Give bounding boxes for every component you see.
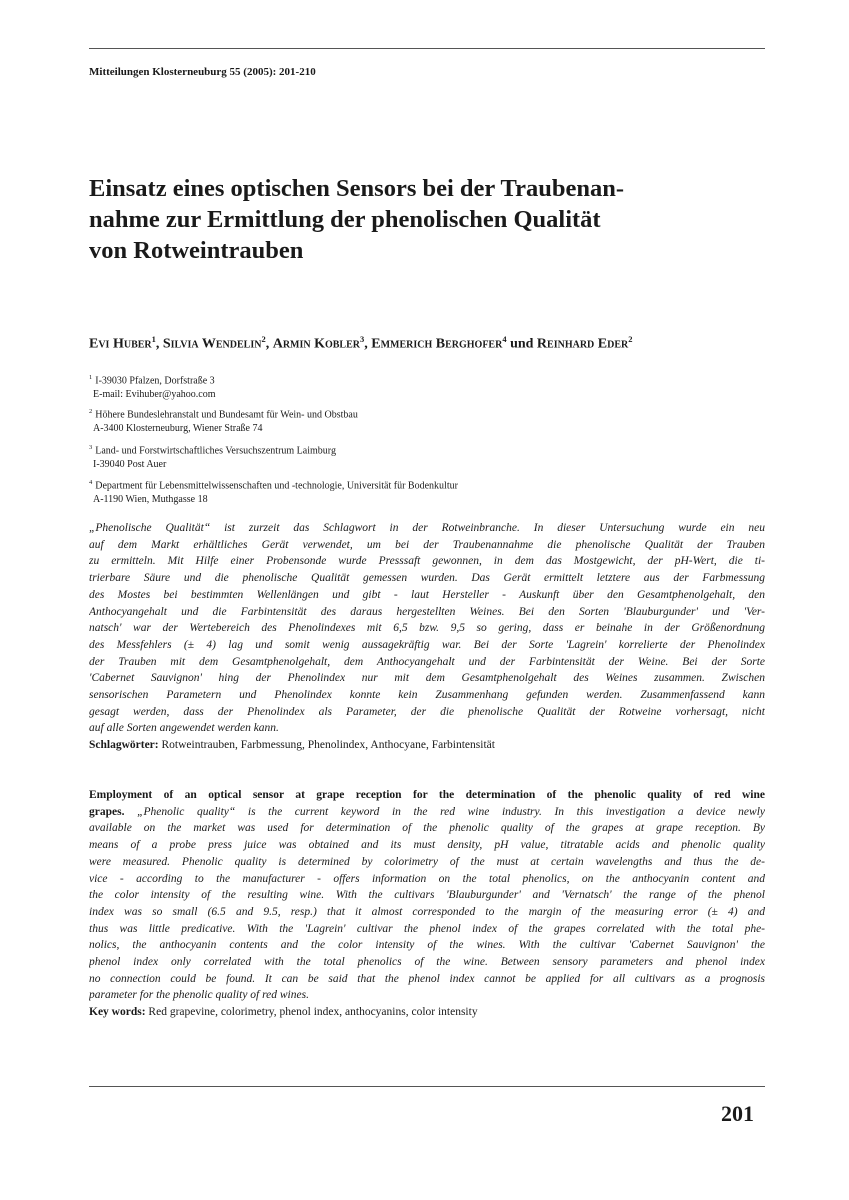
keywords-label: Schlagwörter: [89,739,159,752]
title-line: nahme zur Ermittlung der phenolischen Qualität [89,206,601,233]
affiliation-line: I-39030 Pfalzen, Dorfstraße 3 [95,375,215,387]
affiliation [89,405,358,436]
abstract-line: index was so small (6.5 and 9.5, resp.) that it almost corresponded to the margin of the measuring error (± 4) and [89,905,765,918]
affiliation-number: 3 [89,444,93,451]
abstract-line: the color intensity of the resulting wine. With the cultivars 'Blauburgunder' and 'Vernatsch' the range of the phenol [89,889,765,902]
affiliation-line: E-mail: Evihuber@yahoo.com [93,389,216,401]
abstract-line: phenol index only correlated with the total phenolics of the wine. Between sensory parameters and phenol index [89,956,765,969]
affiliation [89,371,216,402]
abstract-line: means of a probe press juice was obtained and its must density, pH value, titratable acids and phenolic quality [89,839,765,852]
abstract-line: gesagt werden, dass der Phenolindex als Parameter, der die phenolische Qualität der Rotweine vorhersagt, nicht [89,705,765,718]
abstract-line: thus was little predicative. With the 'Lagrein' cultivar the phenol index of the grapes correlated with the total phe- [89,922,765,935]
keywords-text: Rotweintrauben, Farbmessung, Phenolindex, Anthocyane, Farbintensität [161,739,495,752]
abstract-line: zu ermitteln. Mit Hilfe einer Probensonde wurde Presssaft gewonnen, in dem das Mostgewicht, der pH-Wert, die ti- [89,555,765,568]
top-rule [89,48,765,49]
abstract-line: Anthocyangehalt und die Farbintensität des daraus hergestellten Weines. Bei den Sorten 'Blauburgunder' und 'Ver- [89,605,765,618]
abstract-line: des Mostes bei bestimmten Wellenlängen und gibt - laut Hersteller - Auskunft über den Gesamtphenolgehalt, den [89,588,765,601]
article-title [89,173,779,266]
abstract-line: natsch' war der Wertebereich des Phenolindexes mit 6,5 bzw. 9,5 so gering, dass er beinahe in der Größenordnung [89,622,765,635]
title-line: Einsatz eines optischen Sensors bei der Traubenan- [89,175,624,202]
author-affiliation-ref: 2 [628,334,633,344]
abstract-line: „Phenolische Qualität“ ist zurzeit das Schlagwort in der Rotweinbranche. In dieser Untersuchung wurde ein neu [89,522,765,534]
affiliation-number: 1 [89,374,93,381]
author-separator: und [506,336,537,352]
author-separator: , [265,336,273,352]
author-affiliation-ref: 3 [360,334,365,344]
abstract-line [89,804,765,821]
affiliation-number: 2 [89,408,93,415]
abstract-line: parameter for the phenolic quality of red wines. [89,989,309,1002]
keywords-german [89,737,765,754]
abstract-line: der Trauben mit dem Gesamtphenolgehalt, dem Anthocyangehalt und der Farbintensität der Weine. Bei der Sorte [89,655,765,668]
affiliation-line: I-39040 Post Auer [93,459,167,471]
abstract-text: „Phenolic quality“ is the current keyword in the red wine industry. In this investigation a device newly [137,805,765,818]
abstract-line: 'Cabernet Sauvignon' hing der Phenolindex nur mit dem Gesamtphenolgehalt des Weines zusammen. Zwischen [89,672,765,685]
page-number: 201 [721,1101,754,1126]
author-name: Evi Huber [89,336,152,352]
affiliation-line: A-3400 Klosterneuburg, Wiener Straße 74 [93,423,263,435]
affiliation-line: Höhere Bundeslehranstalt und Bundesamt für Wein- und Obstbau [95,409,358,421]
abstract-line: auf dem Markt erhältliches Gerät verwendet, um bei der Traubenannahme die phenolische Qualität der Trauben [89,538,765,551]
abstract-line: sensorischen Parametern und Phenolindex konnte kein Zusammenhang gefunden werden. Zusammenfassend kann [89,689,765,702]
abstract-english [89,787,765,1021]
author-name: Armin Kobler [272,336,360,352]
author-affiliation-ref: 2 [261,334,266,344]
affiliation-line: A-1190 Wien, Muthgasse 18 [93,494,208,506]
author-affiliation-ref: 1 [151,334,156,344]
abstract-line: auf alle Sorten angewendet werden kann. [89,722,279,735]
english-title: Employment of an optical sensor at grape reception for the determination of the phenolic quality of red wine [89,789,765,801]
abstract-line: vice - according to the manufacturer - offers information on the total phenolics, on the anthocyanin content and [89,872,765,885]
author-name: Silvia Wendelin [162,336,262,352]
title-line: von Rotweintrauben [89,237,304,264]
english-title-end: grapes. [89,805,125,818]
abstract-line: nolics, the anthocyanin contents and the color intensity of the wines. With the cultivar 'Cabernet Sauvignon' the [89,939,765,952]
abstract-line: no connection could be found. It can be said that the phenol index cannot be applied for all cultivars as a prognosis [89,972,765,985]
abstract-german [89,520,765,754]
author-affiliation-ref: 4 [502,334,507,344]
author-separator: , [364,336,372,352]
abstract-line: available on the market was used for determination of the phenolic quality of the grapes at grape reception. By [89,822,765,835]
abstract-line: trierbare Säure und die phenolische Qualität gemessen wurden. Das Gerät ermittelt letztere aus der Farbmessung [89,572,765,585]
affiliation-number: 4 [89,479,93,486]
author-name: Emmerich Berghofer [371,336,503,352]
abstract-line: des Messfehlers (± 4) lag und somit wenig aussagekräftig war. Bei der Sorte 'Lagrein' korrelierte der Phenolindex [89,638,765,651]
author-separator: , [155,336,163,352]
journal-citation: Mitteilungen Klosterneuburg 55 (2005): 201-210 [89,66,316,78]
abstract-line: were measured. Phenolic quality is determined by colorimetry of the must at certain wavelengths and thus the de- [89,855,765,868]
affiliation-line: Land- und Forstwirtschaftliches Versuchszentrum Laimburg [95,445,336,457]
author-list [89,334,632,353]
affiliation [89,476,458,507]
affiliation-line: Department für Lebensmittelwissenschaften und -technologie, Universität für Bodenkultur [95,480,458,492]
keywords-text: Red grapevine, colorimetry, phenol index, anthocyanins, color intensity [148,1006,478,1019]
keywords-label: Key words: [89,1006,146,1019]
affiliation [89,441,336,472]
bottom-rule [89,1086,765,1087]
author-name: Reinhard Eder [536,336,629,352]
keywords-english [89,1004,765,1021]
